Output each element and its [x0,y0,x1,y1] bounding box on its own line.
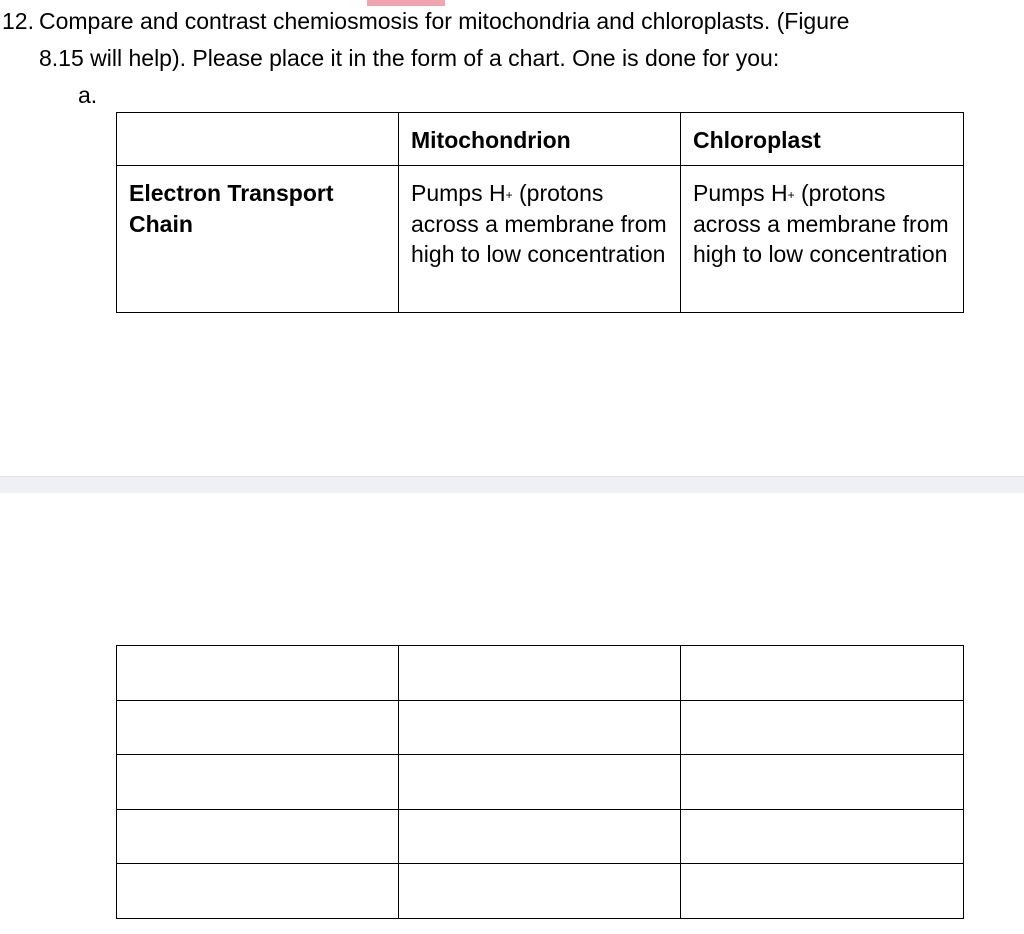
blank-cell[interactable] [399,864,681,919]
question-number: 12. [2,8,34,34]
superscript-plus: + [787,188,795,202]
blank-cell[interactable] [681,864,964,919]
table-row [117,700,964,755]
cell-text-prefix: Pumps H [411,180,506,206]
table-row [117,864,964,919]
blank-cell[interactable] [681,700,964,755]
blank-cell[interactable] [399,809,681,864]
blank-cell[interactable] [117,646,399,701]
blank-cell[interactable] [117,755,399,810]
blank-cell[interactable] [117,700,399,755]
blank-cell[interactable] [399,646,681,701]
header-cell-chloroplast[interactable]: Chloroplast [681,113,964,166]
cell-text-prefix: Pumps H [693,180,788,206]
blank-cell[interactable] [681,755,964,810]
row-label-electron-transport-chain[interactable]: Electron Transport Chain [117,166,399,313]
superscript-plus: + [505,188,513,202]
blank-cell[interactable] [399,755,681,810]
blank-cell[interactable] [117,809,399,864]
page-break-divider [0,476,1024,493]
blank-cell[interactable] [681,646,964,701]
cell-text-rest: (protons across a membrane from high to low concentration [693,180,949,267]
table-row [117,809,964,864]
blank-cell[interactable] [681,809,964,864]
question-text-line-1: Compare and contrast chemiosmosis for mitochondria and chloroplasts. (Figure [39,8,850,34]
cell-text-rest: (protons across a membrane from high to low concentration [411,180,667,267]
table-header-row [117,113,964,166]
blank-cell[interactable] [399,700,681,755]
sub-question-label: a. [78,82,98,108]
table-row [117,755,964,810]
blank-comparison-table [116,645,964,919]
table-row [117,646,964,701]
question-text-line-2: 8.15 will help). Please place it in the form of a chart. One is done for you: [39,45,780,71]
example-comparison-table [116,112,964,313]
cell-chloroplast-etc[interactable] [681,166,964,313]
blank-cell[interactable] [117,864,399,919]
header-cell-mitochondrion[interactable]: Mitochondrion [399,113,681,166]
table-row [117,166,964,313]
header-cell-empty[interactable] [117,113,399,166]
cell-mitochondrion-etc[interactable] [399,166,681,313]
